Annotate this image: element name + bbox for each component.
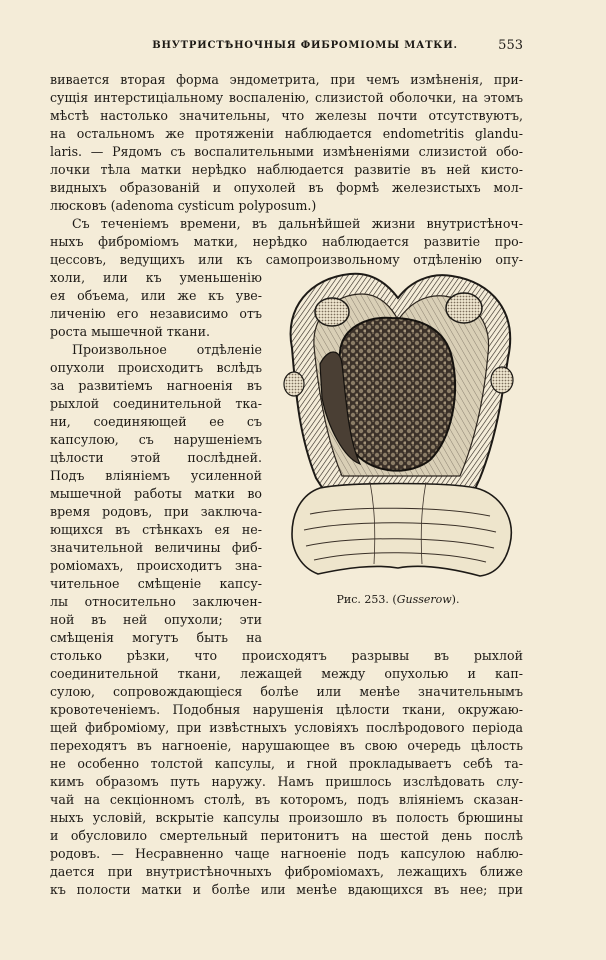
text-line: чительное смѣщеніе капсу- [50, 576, 262, 591]
text-line: родовъ. — Несравненно чаще нагноеніе подъ капсулою наблю- [50, 846, 523, 861]
text-line: опухоли происходитъ вслѣдъ [50, 360, 262, 375]
text-line: лочки тѣла матки нерѣдко наблюдается развитіе въ ней кисто- [50, 162, 523, 177]
running-title: ВНУТРИСТѢНОЧНЫЯ ФИБРОМІОМЫ МАТКИ. [152, 40, 458, 51]
text-line: щей фиброміому, при извѣстныхъ условіяхъ послѣродового періода [50, 720, 523, 735]
text-line: переходятъ въ нагноеніе, нарушающее въ свою очередь цѣлость [50, 738, 523, 753]
uterus-fibromyoma-illustration [270, 268, 526, 588]
text-line: ныхъ условій, вскрытіе капсулы произошло въ полость брюшины [50, 810, 523, 825]
text-line: Произвольное отдѣленіе [72, 342, 262, 357]
text-line: видныхъ образованій и опухолей въ формѣ железистыхъ мол- [50, 180, 523, 195]
caption-suffix: ). [451, 593, 460, 606]
text-line: за развитіемъ нагноенія въ [50, 378, 262, 393]
text-line: ея объема, или же къ уве- [50, 288, 262, 303]
text-line: смѣщенія могутъ быть на [50, 630, 262, 645]
text-line: цѣлости этой послѣдней. [50, 450, 262, 465]
text-line: рыхлой соединительной тка- [50, 396, 262, 411]
text-line: laris. — Рядомъ съ воспалительными измѣненіями слизистой обо- [50, 144, 523, 159]
text-line: на остальномъ же протяженіи наблюдается endometritis glandu- [50, 126, 523, 141]
text-line: роміомахъ, происходитъ зна- [50, 558, 262, 573]
page-header [50, 39, 523, 57]
text-line: время родовъ, при заключа- [50, 504, 262, 519]
text-line: холи, или къ уменьшенію [50, 270, 262, 285]
text-line: сущія интерстиціальному воспаленію, слизистой оболочки, на этомъ [50, 90, 523, 105]
text-line: кимъ образомъ путь наружу. Намъ пришлось изслѣдовать слу- [50, 774, 523, 789]
text-line: значительной величины фиб- [50, 540, 262, 555]
text-line: Подъ вліяніемъ усиленной [50, 468, 262, 483]
text-line: сулою, сопровождающіеся болѣе или менѣе значительнымъ [50, 684, 523, 699]
text-line: ной въ ней опухоли; эти [50, 612, 262, 627]
text-line: ныхъ фибромiомъ матки, нерѣдко наблюдается развитіе про- [50, 234, 523, 249]
text-line: мышечной работы матки во [50, 486, 262, 501]
caption-author: Gusserow [396, 593, 452, 606]
text-line: столько рѣзки, что происходятъ разрывы въ рыхлой [50, 648, 523, 663]
text-line: и обусловило смертельный перитонитъ на шестой день послѣ [50, 828, 523, 843]
text-line: вивается вторая форма эндометрита, при чемъ измѣненія, при- [50, 72, 523, 87]
text-line: Съ теченіемъ времени, въ дальнѣйшей жизни внутристѣноч- [72, 216, 523, 231]
text-line: ющихся въ стѣнкахъ ея не- [50, 522, 262, 537]
text-line: личенію его независимо отъ [50, 306, 262, 321]
text-line: цессовъ, ведущихъ или къ самопроизвольному отдѣленію опу- [50, 252, 523, 267]
text-line: соединительной ткани, лежащей между опухолью и кап- [50, 666, 523, 681]
page-number: 553 [498, 38, 523, 53]
text-line: мѣстѣ настолько значительны, что железы почти отсутствуютъ, [50, 108, 523, 123]
text-line: роста мышечной ткани. [50, 324, 210, 339]
text-line: лы относительно заключен- [50, 594, 262, 609]
text-line: къ полости матки и болѣе или менѣе вдающихся въ нее; при [50, 882, 523, 897]
text-line: кровотеченіемъ. Подобныя нарушенія цѣлости ткани, окружаю- [50, 702, 523, 717]
text-line: не особенно толстой капсулы, и гной прокладываетъ себѣ та- [50, 756, 523, 771]
text-line: чай на секціонномъ столѣ, въ которомъ, подъ вліяніемъ сказан- [50, 792, 523, 807]
text-line: ни, соединяющей ее съ [50, 414, 262, 429]
text-line: дается при внутристѣночныхъ фиброміомахъ, лежащихъ ближе [50, 864, 523, 879]
figure-caption [270, 592, 526, 607]
text-line: капсулою, съ нарушеніемъ [50, 432, 262, 447]
text-line: люсковъ (adenoma cysticum polyposum.) [50, 198, 317, 213]
caption-prefix: Рис. 253. ( [336, 593, 397, 606]
